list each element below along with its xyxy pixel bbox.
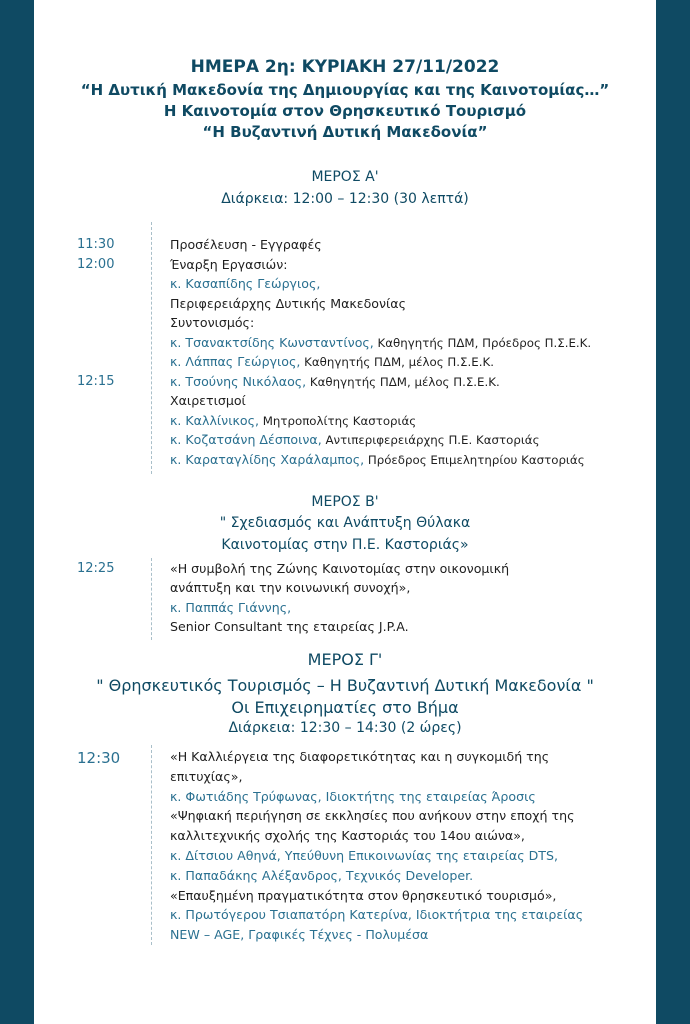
agenda-text: Έναρξη Εργασιών:: [170, 256, 288, 272]
schedule-row: [34, 927, 656, 947]
schedule-row: [34, 600, 656, 620]
agenda-text: Χαιρετισμοί: [170, 393, 246, 408]
schedule-row: [34, 413, 656, 433]
schedule-row: [34, 769, 656, 789]
schedule-row: [34, 749, 656, 769]
speaker-name: κ. Παπαδάκης Αλέξανδρος, Τεχνικός Developer.: [170, 867, 474, 883]
right-border-band: [656, 0, 690, 1024]
schedule-row: [34, 868, 656, 888]
schedule-row: [34, 335, 656, 355]
schedule-text: [170, 335, 591, 350]
schedule-row: [34, 580, 656, 600]
agenda-text: καλλιτεχνικής σχολής της Καστοριάς του 14ου αιώνα»,: [170, 828, 525, 844]
schedule-row: [34, 276, 656, 296]
schedule-text: [170, 432, 540, 447]
schedule-row: [34, 907, 656, 927]
schedule-row: [34, 374, 656, 394]
part-b-title: ΜΕΡΟΣ Β': [311, 494, 379, 510]
part-c-title: ΜΕΡΟΣ Γ': [307, 650, 383, 669]
speaker-role: Καθηγητής ΠΔΜ, Πρόεδρος Π.Σ.Ε.Κ.: [373, 335, 592, 350]
speaker-name: κ. Τσούνης Νικόλαος,: [170, 373, 307, 389]
schedule-row: [34, 888, 656, 908]
schedule-text: [170, 561, 509, 576]
schedule-row: [34, 257, 656, 277]
schedule-text: [170, 237, 322, 252]
speaker-name: κ. Παππάς Γιάννης,: [170, 599, 292, 615]
schedule-text: [170, 907, 583, 922]
schedule-time: 12:25: [77, 561, 115, 576]
speaker-name: κ. Καλλίνικος,: [170, 412, 259, 428]
schedule-text: [170, 276, 320, 291]
schedule-row: [34, 452, 656, 472]
schedule-row: [34, 808, 656, 828]
part-a-duration: Διάρκεια: 12:00 – 12:30 (30 λεπτά): [221, 191, 469, 207]
part-c-subtitle-1: " Θρησκευτικός Τουρισμός – Η Βυζαντινή Δυτική Μακεδονία ": [96, 676, 594, 695]
program-page: [34, 0, 656, 1024]
agenda-text: Senior Consultant της εταιρείας J.P.A.: [170, 618, 409, 634]
speaker-role: Αντιπεριφερειάρχης Π.Ε. Καστοριάς: [321, 433, 540, 447]
left-border-band: [0, 0, 34, 1024]
theme-line-1: “Η Δυτική Μακεδονία της Δημιουργίας και της Καινοτομίας…”: [80, 81, 610, 99]
agenda-text: Συντονισμός:: [170, 315, 255, 330]
schedule-row: [34, 296, 656, 316]
schedule-row: [34, 315, 656, 335]
theme-line-3: “Η Βυζαντινή Δυτική Μακεδονία”: [202, 123, 488, 141]
speaker-role: Μητροπολίτης Καστοριάς: [258, 413, 417, 428]
schedule-text: [170, 749, 549, 764]
speaker-role: Καθηγητής ΠΔΜ, μέλος Π.Σ.Ε.Κ.: [300, 355, 494, 369]
agenda-text: «Η Καλλιέργεια της διαφορετικότητας και η συγκομιδή της: [170, 749, 550, 764]
speaker-name: NEW – AGE, Γραφικές Τέχνες - Πολυμέσα: [170, 927, 429, 943]
schedule-text: [170, 413, 416, 428]
schedule-row: [34, 828, 656, 848]
speaker-name: κ. Φωτιάδης Τρύφωνας, Ιδιοκτήτης της εταιρείας Άροσις: [170, 788, 536, 804]
speaker-name: κ. Κασαπίδης Γεώργιος,: [170, 276, 321, 291]
schedule-text: [170, 769, 242, 784]
schedule-text: [170, 393, 246, 408]
schedule-text: [170, 315, 254, 330]
schedule-text: [170, 354, 494, 369]
agenda-text: επιτυχίας»,: [170, 768, 243, 784]
schedule-text: [170, 808, 574, 823]
schedule-text: [170, 888, 556, 903]
schedule-text: [170, 848, 558, 863]
speaker-role: Πρόεδρος Επιμελητηρίου Καστοριάς: [364, 452, 585, 467]
speaker-name: κ. Λάππας Γεώργιος,: [170, 354, 301, 369]
schedule-text: [170, 374, 500, 389]
schedule-row: [34, 393, 656, 413]
schedule-time: 12:00: [77, 256, 115, 272]
schedule-text: [170, 600, 291, 615]
speaker-name: κ. Καραταγλίδης Χαράλαμπος,: [170, 451, 365, 467]
schedule-time: 12:30: [77, 749, 121, 767]
schedule-row: [34, 432, 656, 452]
agenda-text: Περιφερειάρχης Δυτικής Μακεδονίας: [170, 295, 406, 311]
part-b-subtitle-1: " Σχεδιασμός και Ανάπτυξη Θύλακα: [219, 515, 471, 531]
part-c-subtitle-2: Οι Επιχειρηματίες στο Βήμα: [231, 698, 459, 717]
schedule-text: [170, 619, 409, 634]
schedule-text: [170, 927, 428, 942]
schedule-row: [34, 789, 656, 809]
speaker-name: κ. Κοζατσάνη Δέσποινα,: [170, 432, 322, 447]
speaker-role: Καθηγητής ΠΔΜ, μέλος Π.Σ.Ε.Κ.: [306, 374, 500, 389]
schedule-row: [34, 561, 656, 581]
schedule-text: [170, 868, 473, 883]
speaker-name: κ. Πρωτόγερου Τσιαπατόρη Κατερίνα, Ιδιοκτήτρια της εταιρείας: [170, 907, 584, 923]
schedule-text: [170, 452, 585, 467]
schedule-time: 11:30: [77, 237, 115, 252]
speaker-name: κ. Δίτσιου Αθηνά, Υπεύθυνη Επικοινωνίας της εταιρείας DTS,: [170, 848, 558, 863]
agenda-text: Προσέλευση - Εγγραφές: [170, 237, 322, 252]
schedule-text: [170, 257, 288, 272]
schedule-time: 12:15: [77, 373, 115, 389]
agenda-text: «Επαυξημένη πραγματικότητα στον θρησκευτικό τουρισμό»,: [170, 887, 557, 903]
speaker-name: κ. Τσανακτσίδης Κωνσταντίνος,: [170, 334, 374, 350]
schedule-text: [170, 296, 406, 311]
schedule-row: [34, 237, 656, 257]
agenda-text: ανάπτυξη και την κοινωνική συνοχή»,: [170, 580, 411, 596]
day-title: ΗΜΕΡΑ 2η: ΚΥΡΙΑΚΗ 27/11/2022: [190, 57, 500, 77]
agenda-text: «Ψηφιακή περιήγηση σε εκκλησίες που ανήκουν στην εποχή της: [170, 808, 575, 824]
agenda-text: «Η συμβολή της Ζώνης Καινοτομίας στην οικονομική: [170, 561, 510, 576]
schedule-text: [170, 828, 525, 843]
part-c-duration: Διάρκεια: 12:30 – 14:30 (2 ώρες): [228, 720, 462, 736]
schedule-text: [170, 580, 410, 595]
schedule-row: [34, 619, 656, 639]
schedule-row: [34, 848, 656, 868]
schedule-row: [34, 354, 656, 374]
schedule-text: [170, 789, 536, 804]
theme-line-2: Η Καινοτομία στον Θρησκευτικό Τουρισμό: [163, 102, 527, 120]
part-b-subtitle-2: Καινοτομίας στην Π.Ε. Καστοριάς»: [221, 537, 469, 553]
part-a-title: ΜΕΡΟΣ Α': [311, 169, 379, 185]
